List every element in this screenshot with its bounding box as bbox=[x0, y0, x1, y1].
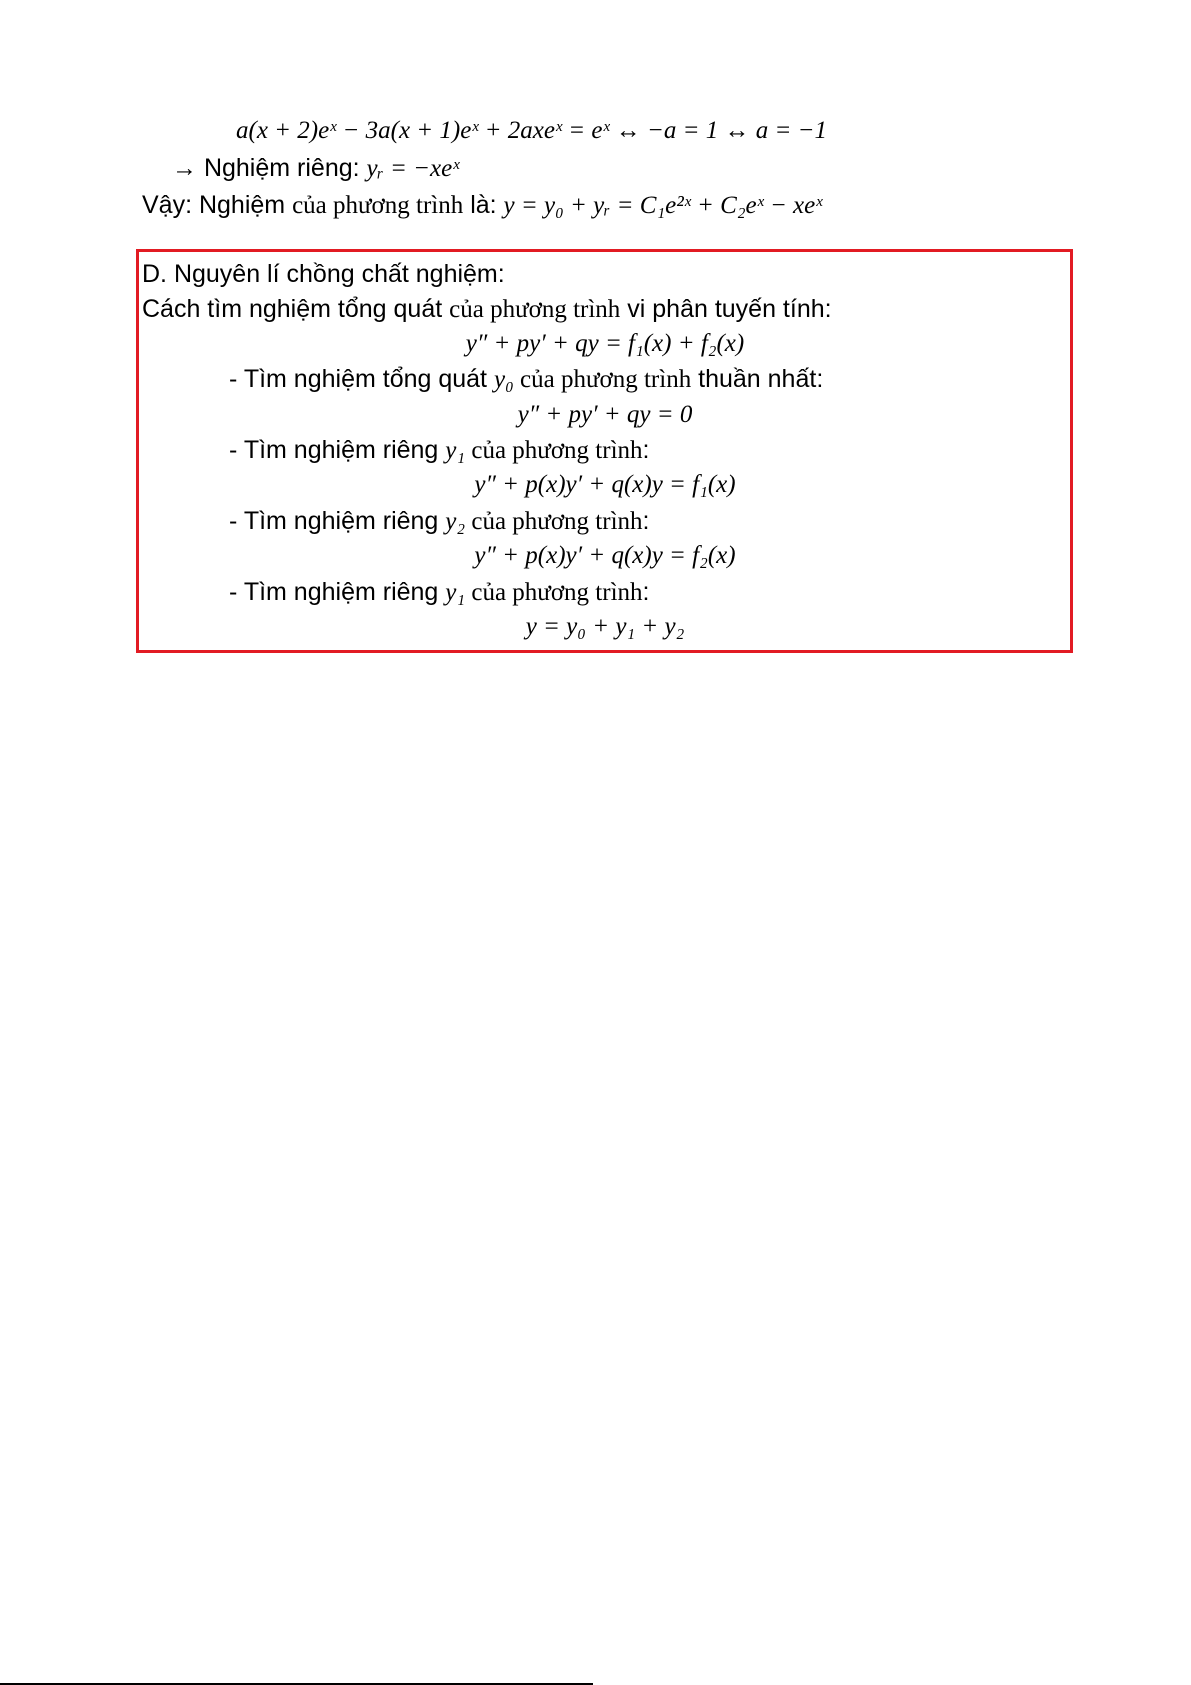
particular-solution-formula: yᵣ = −xeˣ bbox=[366, 155, 460, 182]
step-1 bbox=[229, 364, 823, 398]
general-solution-formula: y = y₀ + yᵣ = C₁e²ˣ + C₂eˣ − xeˣ bbox=[503, 192, 823, 219]
intro-part-b: của phương trình bbox=[449, 296, 621, 323]
conclusion-label-a: Vậy: Nghiệm bbox=[142, 191, 293, 219]
step-4-equation: y = y₀ + y₁ + y₂ bbox=[525, 613, 685, 640]
equation-solve-a: a(x + 2)eˣ − 3a(x + 1)eˣ + 2axeˣ = eˣ ↔ −a = 1 ↔ a = −1 bbox=[236, 117, 828, 144]
step-2-text-b: của phương trình bbox=[465, 437, 643, 464]
particular-solution-line bbox=[172, 153, 459, 187]
step-1-text-a: - Tìm nghiệm tổng quát bbox=[229, 365, 494, 393]
step-4 bbox=[229, 577, 649, 611]
step-4-variable: y₁ bbox=[445, 579, 466, 606]
step-1-variable: y₀ bbox=[493, 366, 514, 393]
step-3-text-c: : bbox=[642, 507, 650, 535]
intro-part-c: vi phân tuyến tính: bbox=[620, 295, 832, 323]
step-3-equation: y″ + p(x)y′ + q(x)y = f₂(x) bbox=[474, 542, 736, 569]
step-4-text-a: - Tìm nghiệm riêng bbox=[229, 578, 446, 606]
particular-solution-label: → Nghiệm riêng: bbox=[172, 154, 367, 182]
conclusion-label-c: là: bbox=[463, 191, 504, 219]
step-3-text-b: của phương trình bbox=[465, 508, 643, 535]
step-3-variable: y₂ bbox=[445, 508, 466, 535]
step-1-equation: y″ + py′ + qy = 0 bbox=[517, 401, 693, 428]
section-d-intro bbox=[142, 294, 832, 328]
equation-main: y″ + py′ + qy = f₁(x) + f₂(x) bbox=[465, 330, 745, 357]
step-1-text-b: của phương trình bbox=[513, 366, 692, 393]
step-4-text-b: của phương trình bbox=[465, 579, 643, 606]
intro-part-a: Cách tìm nghiệm tổng quát bbox=[142, 295, 450, 323]
step-2-variable: y₁ bbox=[445, 437, 466, 464]
step-4-text-c: : bbox=[642, 578, 650, 606]
step-2-text-c: : bbox=[642, 436, 650, 464]
step-2-text-a: - Tìm nghiệm riêng bbox=[229, 436, 446, 464]
step-2-equation: y″ + p(x)y′ + q(x)y = f₁(x) bbox=[474, 471, 736, 498]
step-3 bbox=[229, 506, 649, 540]
step-1-text-c: thuần nhất: bbox=[691, 365, 824, 393]
conclusion-line bbox=[142, 190, 822, 224]
conclusion-label-b: của phương trình bbox=[292, 192, 464, 219]
step-3-text-a: - Tìm nghiệm riêng bbox=[229, 507, 446, 535]
step-2 bbox=[229, 435, 649, 469]
section-d-heading: D. Nguyên lí chồng chất nghiệm: bbox=[142, 260, 505, 288]
